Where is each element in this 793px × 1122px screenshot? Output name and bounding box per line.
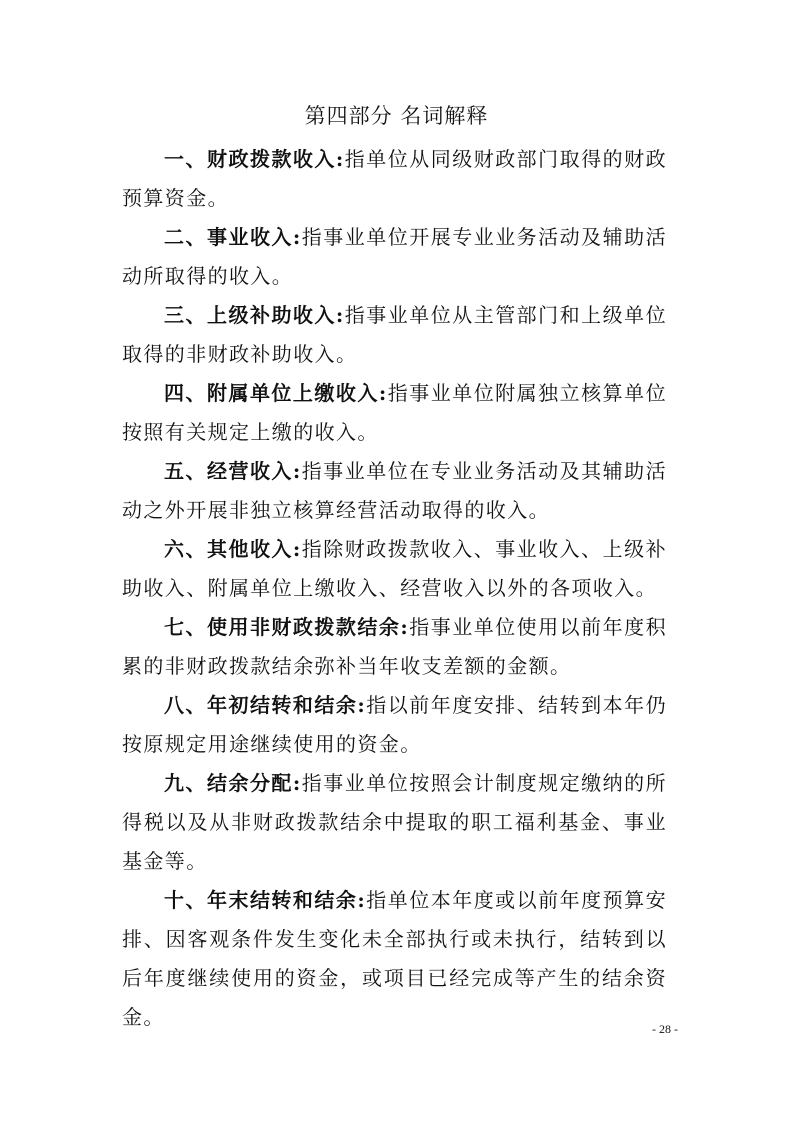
term-name: 一、财政拨款收入: xyxy=(164,147,345,171)
term-definition: 指事业单位使用以前年度积累的非财政拨款结余弥补当年收支差额的金额。 xyxy=(122,615,667,678)
page-number: - 28 - xyxy=(652,1022,678,1036)
term-name: 六、其他收入: xyxy=(164,537,302,561)
term-definition: 指事业单位开展专业业务活动及辅助活动所取得的收入。 xyxy=(122,225,667,288)
term-name: 八、年初结转和结余: xyxy=(164,693,367,717)
term-item xyxy=(122,764,667,881)
term-definition: 指以前年度安排、结转到本年仍按原规定用途继续使用的资金。 xyxy=(122,693,667,756)
term-name: 四、附属单位上缴收入: xyxy=(164,381,388,405)
term-name: 九、结余分配: xyxy=(164,771,302,795)
page-title: 第四部分 名词解释 xyxy=(304,104,489,128)
term-item xyxy=(122,452,667,530)
term-list xyxy=(122,140,667,1037)
term-item xyxy=(122,374,667,452)
term-item xyxy=(122,218,667,296)
term-name: 二、事业收入: xyxy=(164,225,302,249)
term-item xyxy=(122,296,667,374)
term-item xyxy=(122,140,667,218)
term-name: 七、使用非财政拨款结余: xyxy=(164,615,410,639)
term-definition: 指单位从同级财政部门取得的财政预算资金。 xyxy=(122,147,668,210)
term-definition: 指事业单位在专业业务活动及其辅助活动之外开展非独立核算经营活动取得的收入。 xyxy=(122,459,667,522)
term-name: 三、上级补助收入: xyxy=(164,303,345,327)
term-definition: 指除财政拨款收入、事业收入、上级补助收入、附属单位上缴收入、经营收入以外的各项收入。 xyxy=(122,537,667,600)
term-name: 五、经营收入: xyxy=(164,459,302,483)
term-item xyxy=(122,608,667,686)
term-definition: 指事业单位按照会计制度规定缴纳的所得税以及从非财政拨款结余中提取的职工福利基金、事业基金等。 xyxy=(122,771,667,873)
term-item xyxy=(122,530,667,608)
term-definition: 指事业单位附属独立核算单位按照有关规定上缴的收入。 xyxy=(122,381,667,444)
term-definition: 指单位本年度或以前年度预算安排、因客观条件发生变化未全部执行或未执行，结转到以后年度继续使用的资金，或项目已经完成等产生的结余资金。 xyxy=(122,888,667,1029)
term-definition: 指事业单位从主管部门和上级单位取得的非财政补助收入。 xyxy=(122,303,668,366)
term-item xyxy=(122,686,667,764)
term-item xyxy=(122,881,667,1037)
term-name: 十、年末结转和结余: xyxy=(164,888,367,912)
